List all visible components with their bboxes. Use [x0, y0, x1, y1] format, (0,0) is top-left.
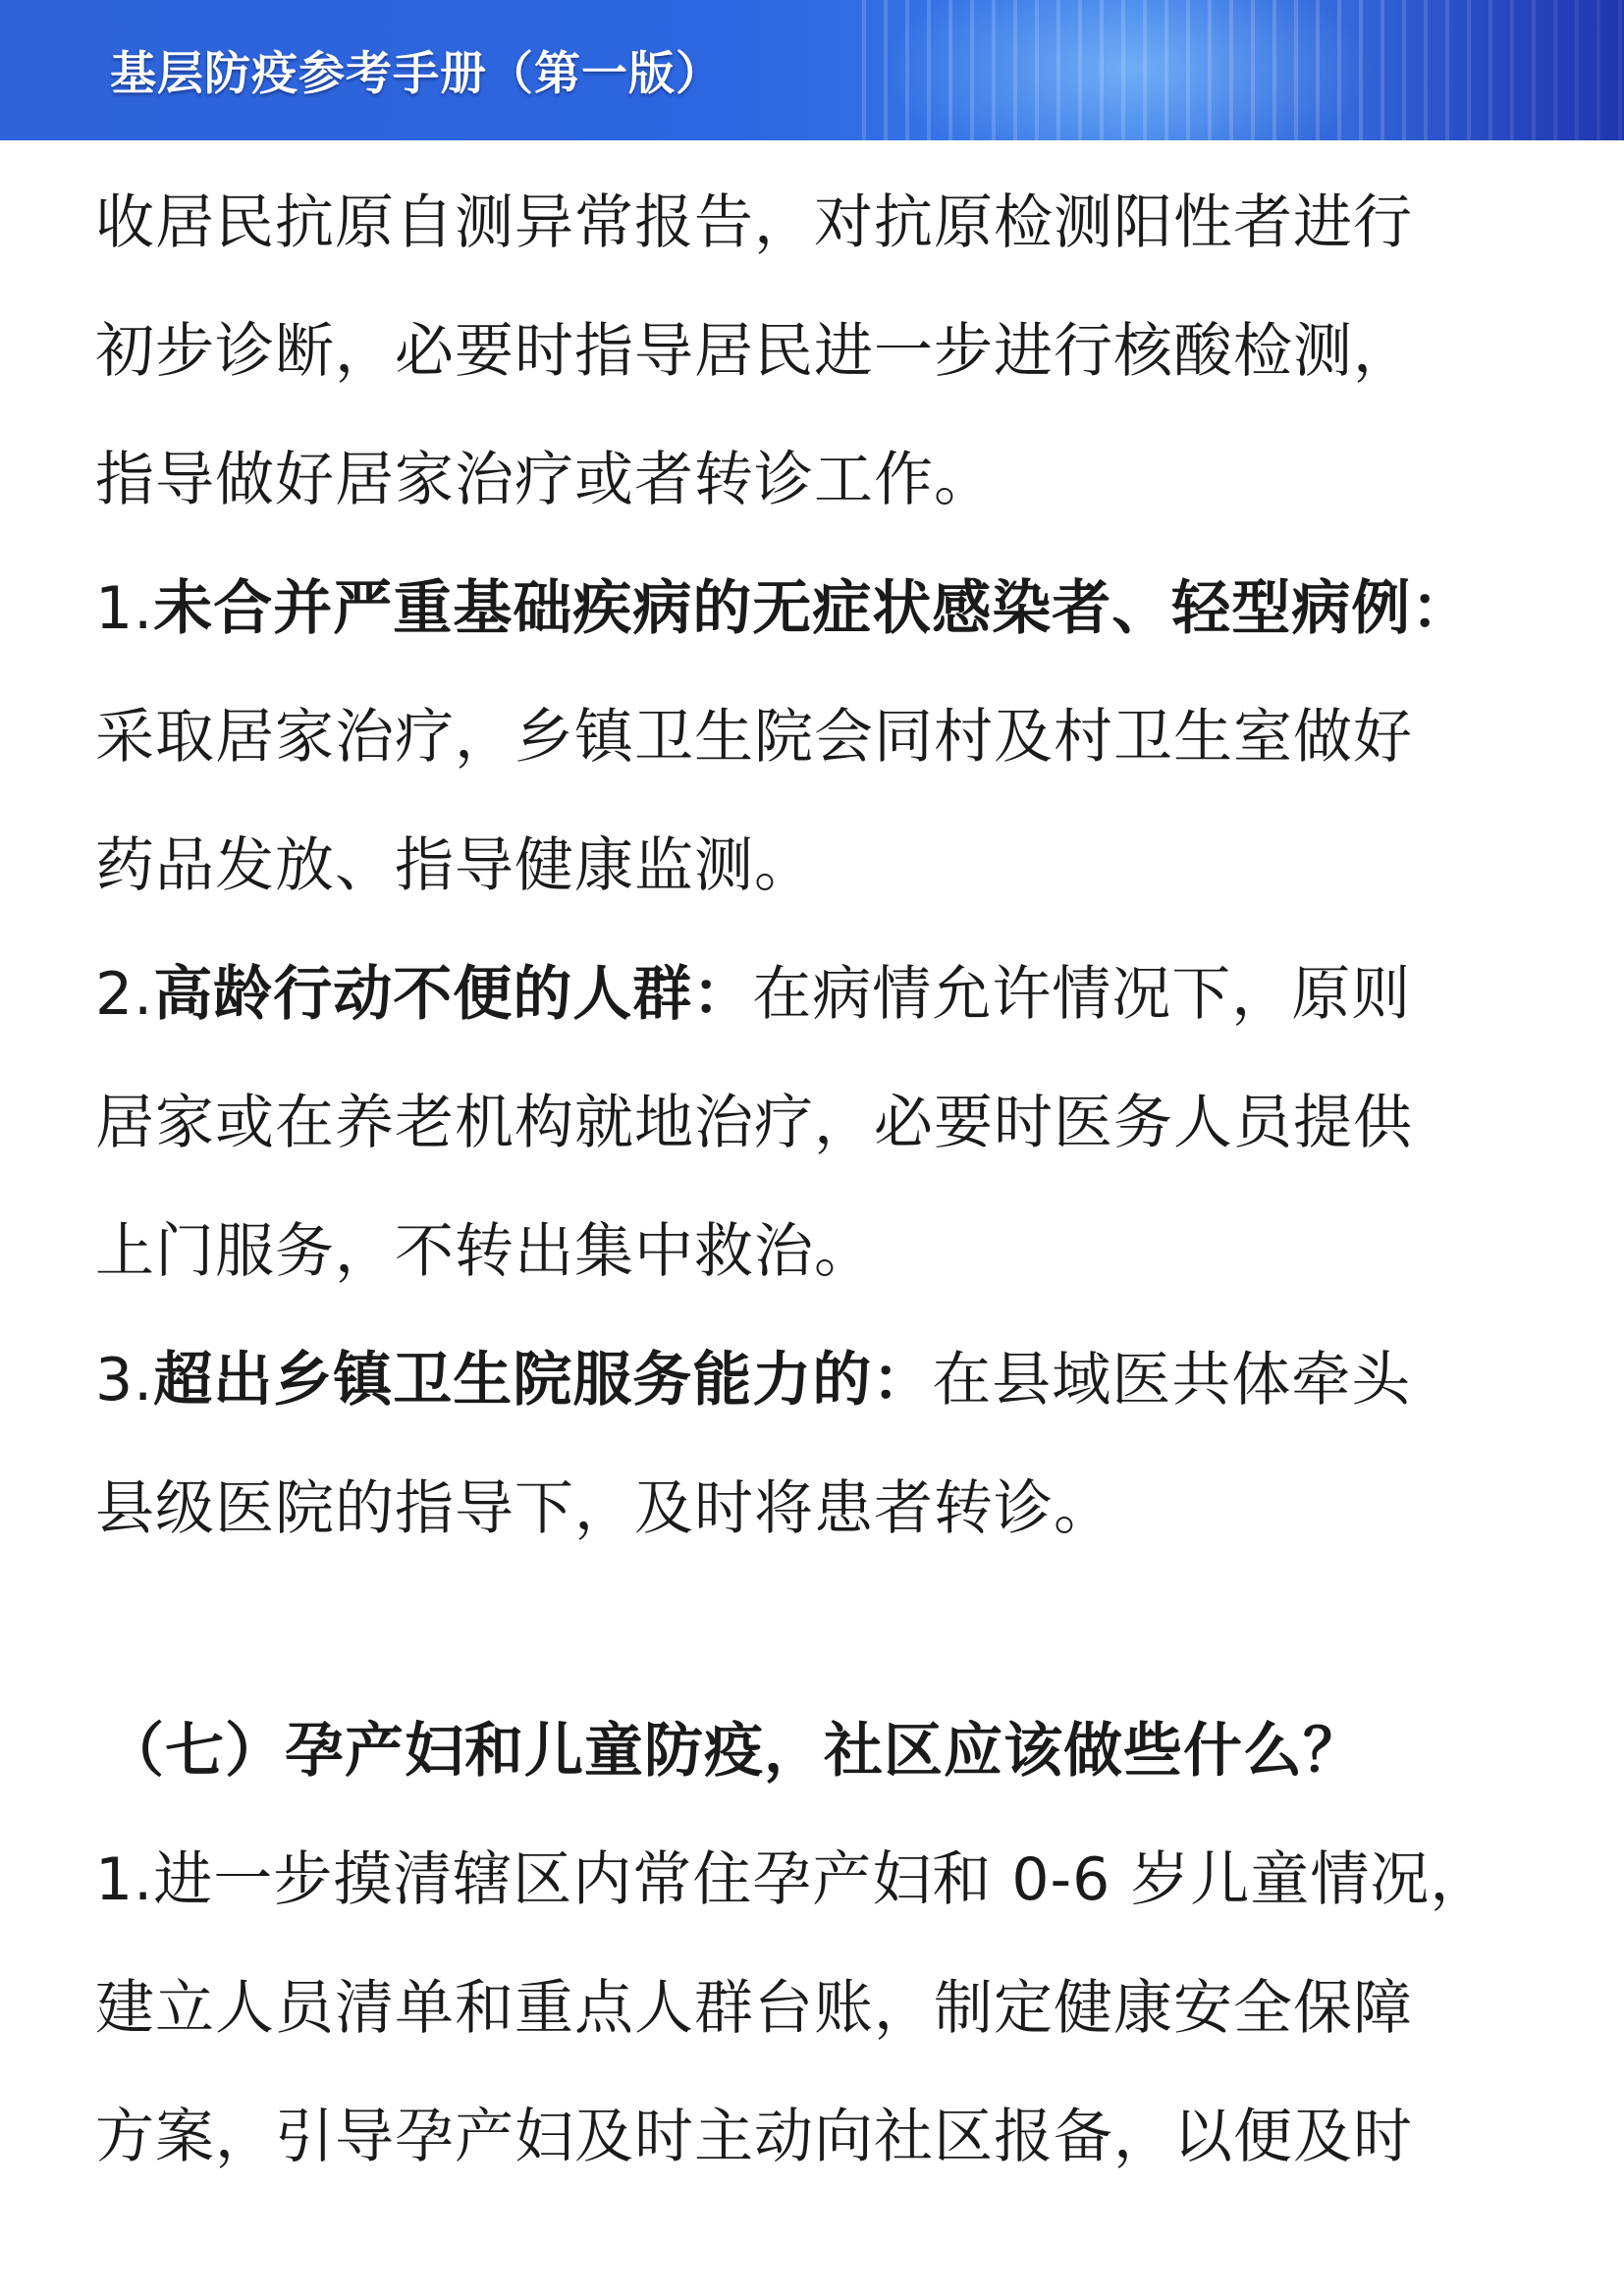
item-heading: 未合并严重基础疾病的无症状感染者、轻型病例：: [153, 574, 1472, 643]
item-text: 在县域医共体牵头: [932, 1346, 1412, 1415]
item-number: 3.: [95, 1346, 154, 1415]
paragraph-line: 药品发放、指导健康监测。: [95, 831, 814, 900]
paragraph-line: 建立人员清单和重点人群台账，制定健康安全保障: [95, 1974, 1413, 2043]
item-3-heading-line: [95, 1341, 1411, 1419]
paragraph-line: 上门服务，不转出集中救治。: [95, 1217, 874, 1286]
item-heading: 超出乡镇卫生院服务能力的：: [153, 1346, 933, 1415]
item-1-heading-line: [95, 569, 1471, 648]
item-number: 2.: [95, 960, 154, 1029]
item-2-heading-line: [95, 955, 1411, 1034]
paragraph-line: 指导做好居家治疗或者转诊工作。: [95, 446, 994, 514]
banner-shade-decoration: [1355, 0, 1624, 140]
paragraph-line: 收居民抗原自测异常报告，对抗原检测阳性者进行: [95, 188, 1413, 257]
paragraph-line: 采取居家治疗，乡镇卫生院会同村及村卫生室做好: [95, 703, 1413, 772]
paragraph-line: 方案，引导孕产妇及时主动向社区报备，以便及时: [95, 2103, 1413, 2171]
paragraph-line: 县级医院的指导下，及时将患者转诊。: [95, 1474, 1113, 1543]
paragraph-line: 初步诊断，必要时指导居民进一步进行核酸检测，: [95, 317, 1413, 386]
paragraph-line: 居家或在养老机构就地治疗，必要时医务人员提供: [95, 1089, 1413, 1157]
item-text: 在病情允许情况下，原则: [752, 960, 1412, 1029]
paragraph-line: 1.进一步摸清辖区内常住孕产妇和 0-6 岁儿童情况，: [95, 1845, 1490, 1914]
section-heading: （七）孕产妇和儿童防疫，社区应该做些什么？: [105, 1717, 1363, 1786]
page-title: 基层防疫参考手册（第一版）: [110, 47, 723, 101]
header-banner: [0, 0, 1624, 140]
item-number: 1.: [95, 574, 154, 643]
item-heading: 高龄行动不便的人群：: [153, 960, 753, 1029]
